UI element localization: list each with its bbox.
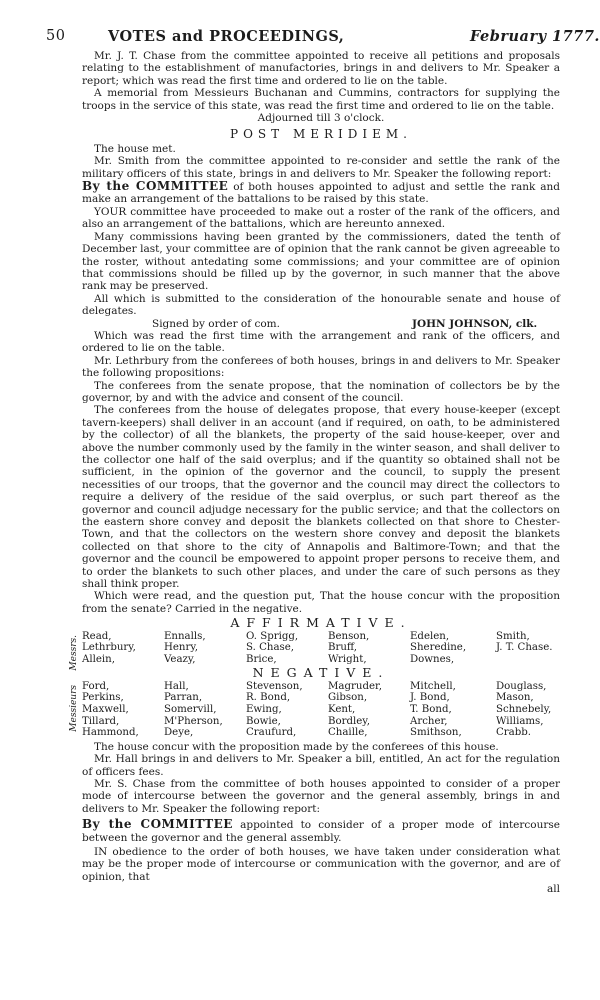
page-header (46, 28, 600, 50)
signature-left: Signed by order of com. (152, 317, 280, 330)
catchword: all (547, 883, 560, 896)
delegate-name: Stevenson, (246, 680, 303, 692)
body-text (69, 50, 560, 896)
paragraph: The conferees from the house of delegates propose, that every house-keeper (except tavern-keepers) shall deliver in an account (and if required, on oath, to be administered by the collector) of all the blankets, the property of the said house-keeper, over and above the number commonly used by the family in the winter season, and shall deliver to the collector one half of the said overplus; and if the quantity so obtained shall not be sufficient, in the opinion of the governor and the council, to supply the present necessities of our troops, that the governor and the council may direct the collectors to require a delivery of the residue of the said overplus, or such part thereof as the governor and council adjudge necessary for the public service; and that the collectors on the eastern shore convey and deposit the blankets collected on that shore to Chester-Town, and that the collectors on the western shore convey and deposit the blankets collected on that shore to the city of Annapolis and Baltimore-Town; and that the governor and the council be empowered to appoint proper persons to receive them, and to order the blankets to such other places, and under the care of such persons as they shall think proper. (82, 404, 560, 591)
paragraph: A memorial from Messieurs Buchanan and Cummins, contractors for supplying the troops in the service of this state, was read the first time and ordered to lie on the table. (82, 87, 560, 112)
delegate-name: Smithson, (410, 727, 462, 739)
delegate-name (496, 654, 566, 666)
delegate-name: Lethrbury, (82, 642, 136, 654)
delegate-name: Parran, (164, 692, 203, 704)
delegate-name: Edelen, (410, 630, 450, 642)
delegate-name: Williams, (496, 715, 544, 727)
delegate-name: R. Bond, (246, 692, 291, 704)
delegate-name: Perkins, (82, 692, 124, 704)
delegate-name: T. Bond, (410, 704, 452, 716)
affirmative-heading: AFFIRMATIVE. (230, 615, 412, 631)
delegate-name: Crabb. (496, 727, 532, 739)
paragraph: Mr. S. Chase from the committee of both houses appointed to consider of a proper mode of intercourse between the governor and the general assembly, brings in and delivers to Mr. Speaker the following report: (82, 778, 560, 815)
final-paragraph: IN obedience to the order of both houses, we have taken under consideration what may be the proper mode of intercourse or communication with the governor, and are of opinion, that (82, 846, 560, 883)
delegate-name: Kent, (328, 704, 356, 716)
delegate-name: Ewing, (246, 704, 282, 716)
delegate-name: Douglass, (496, 680, 547, 692)
affirmative-side-label: Messrs. (69, 634, 79, 671)
report-paragraph: Many commissions having been granted by the commissioners, dated the tenth of December last, your committee are of opinion that the rank cannot be given agreeable to the roster, without antedating some commissions; and your committee are of opinion that commissions should be filled up by the governor, in such manner that the above rank may be preserved. (82, 230, 560, 293)
delegate-name: Mitchell, (410, 680, 456, 692)
delegate-name: Benson, (328, 630, 370, 642)
paragraph: Mr. J. T. Chase from the committee appointed to receive all petitions and proposals relating to the establishment of manufactories, brings in and delivers to Mr. Speaker a report; which was read the first time and ordered to lie on the table. (82, 50, 560, 87)
adjournment-line: Adjourned till 3 o'clock. (257, 112, 385, 125)
section-heading-post-meridiem: POST MERIDIEM. (230, 127, 412, 142)
affirmative-names (82, 631, 560, 666)
delegate-name: Magruder, (328, 680, 382, 692)
delegate-name: J. T. Chase. (496, 642, 553, 654)
committee-rest: of both houses appointed to adjust and settle the rank and make an arrangement of the battalions to be raised by this state. (82, 181, 560, 206)
negative-names (82, 681, 560, 739)
delegate-name: O. Sprigg, (246, 630, 299, 642)
delegate-name: Veazy, (164, 653, 196, 665)
signature-clerk: JOHN JOHNSON, clk. (412, 317, 538, 330)
paragraph: Mr. Hall brings in and delivers to Mr. Speaker a bill, entitled, An act for the regulation of officers fees. (82, 753, 560, 778)
delegate-name: Mason, (496, 692, 534, 704)
delegate-name: Maxwell, (82, 704, 129, 716)
delegate-name: Somervill, (164, 704, 217, 716)
committee-lead-2: By the COMMITTEE (82, 817, 233, 832)
delegate-name: Hammond, (82, 727, 139, 739)
negative-table (69, 680, 560, 739)
paragraph: Which were read, and the question put, That the house concur with the proposition from the senate? Carried in the negative. (82, 590, 560, 615)
delegate-name: Read, (82, 630, 112, 642)
page-number: 50 (46, 28, 66, 44)
signature-line (82, 318, 560, 330)
delegate-name: Archer, (410, 715, 448, 727)
delegate-name: Ennalls, (164, 630, 206, 642)
delegate-name: Allein, (82, 653, 115, 665)
delegate-name: S. Chase, (246, 642, 295, 654)
delegate-name: Schnebely, (496, 704, 552, 716)
paragraph: Mr. Smith from the committee appointed to re-consider and settle the rank of the military officers of this state, brings in and delivers to Mr. Speaker the following report: (82, 155, 560, 180)
running-date: February 1777. (470, 28, 600, 45)
delegate-name: Deye, (164, 727, 194, 739)
negative-side-label: Messieurs (69, 684, 79, 732)
paragraph: The conferees from the senate propose, that the nomination of collectors be by the governor, by and with the advice and consent of the council. (82, 379, 560, 404)
report-paragraph: All which is submitted to the consideration of the honourable senate and house of delegates. (82, 292, 560, 318)
report-paragraph: YOUR committee have proceeded to make out a roster of the rank of the officers, and also an arrangement of the battalions, which are hereunto annexed. (82, 205, 560, 231)
committee-heading-2 (82, 818, 560, 844)
committee-rest-2: appointed to consider of a proper mode of intercourse between the governor and the general assembly. (82, 819, 560, 844)
paragraph: The house concur with the proposition made by the conferees of this house. (94, 740, 499, 753)
affirmative-vote (69, 615, 560, 671)
delegate-name: Sheredine, (410, 642, 467, 654)
delegate-name: Gibson, (328, 692, 368, 704)
negative-vote (69, 665, 560, 739)
delegate-name: Downes, (410, 653, 455, 665)
affirmative-table (69, 630, 560, 671)
delegate-name: Bordley, (328, 715, 370, 727)
delegate-name: Smith, (496, 630, 530, 642)
delegate-name: Bowie, (246, 715, 281, 727)
delegate-name: Brice, (246, 653, 277, 665)
delegate-name: Chaille, (328, 727, 368, 739)
delegate-name: Tillard, (82, 715, 120, 727)
committee-lead: By the COMMITTEE (82, 179, 229, 194)
running-title: VOTES and PROCEEDINGS, (108, 28, 345, 45)
delegate-name: J. Bond, (410, 692, 450, 704)
negative-heading: NEGATIVE. (252, 665, 390, 681)
paragraph: Which was read the first time with the arrangement and rank of the officers, and ordered to lie on the table. (82, 329, 560, 355)
delegate-name: Bruff, (328, 642, 358, 654)
delegate-name: Wright, (328, 653, 367, 665)
committee-heading (82, 180, 560, 206)
delegate-name: Ford, (82, 680, 110, 692)
delegate-name: Craufurd, (246, 727, 297, 739)
paragraph: The house met. (94, 142, 176, 155)
delegate-name: Hall, (164, 680, 189, 692)
paragraph: Mr. Lethrbury from the conferees of both houses, brings in and delivers to Mr. Speaker the following propositions: (82, 354, 560, 380)
delegate-name: M'Pherson, (164, 715, 223, 727)
delegate-name: Henry, (164, 642, 198, 654)
